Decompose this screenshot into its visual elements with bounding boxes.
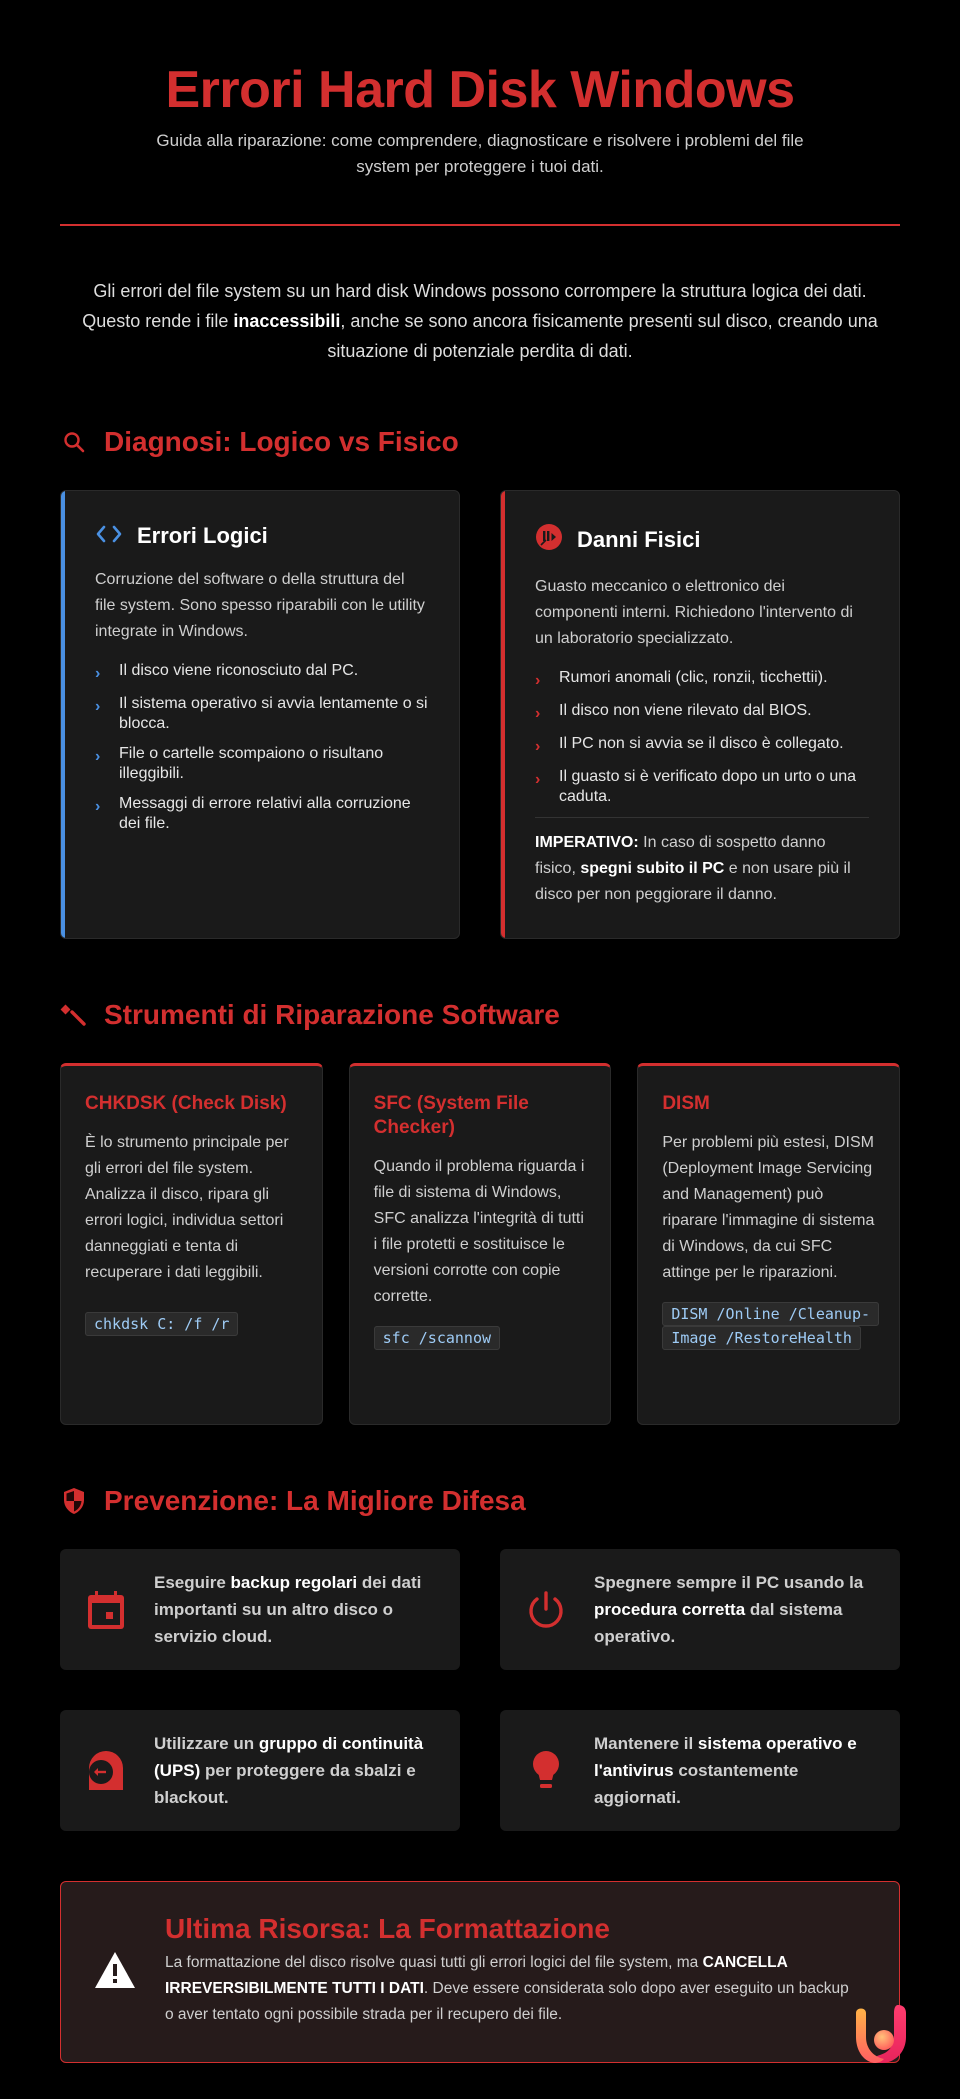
prevention-text: [594, 1730, 876, 1811]
text-span: dal sistema operativo.: [594, 1600, 843, 1646]
list-item-text: Il PC non si avvia se il disco è collegato.: [559, 735, 844, 752]
text-span: backup regolari: [230, 1573, 358, 1592]
text-span: costantemente aggiornati.: [594, 1761, 799, 1807]
imperative-text-before: In caso di sospetto danno fisico,: [535, 834, 826, 877]
tool-description: Per problemi più estesi, DISM (Deployment Image Servicing and Management) può riparare l'immagine di sistema di Windows, da cui SFC attinge per le riparazioni.: [662, 1134, 875, 1281]
hero-divider: [60, 224, 900, 226]
intro-bold: inaccessibili: [233, 311, 341, 331]
prevention-text: [154, 1730, 436, 1811]
list-item: [95, 661, 429, 684]
command-snippet[interactable]: chkdsk C: /f /r: [85, 1312, 238, 1336]
prevention-text: [594, 1569, 876, 1650]
intro-text-after: , anche se sono ancora fisicamente presenti sul disco, creando una situazione di potenziale perdita di dati.: [327, 311, 878, 361]
text-span: sistema operativo e l'antivirus: [594, 1734, 857, 1780]
list-item: [535, 767, 869, 807]
prevention-card-ups: [60, 1710, 460, 1831]
command-snippet[interactable]: DISM /Online /Cleanup-Image /RestoreHealth: [662, 1302, 879, 1350]
command-snippet[interactable]: sfc /scannow: [374, 1326, 500, 1350]
tool-card-sfc: [349, 1063, 612, 1425]
imperative-text-after: e non usare più il disco per non peggiorare il danno.: [535, 860, 851, 903]
list-item-text: Il sistema operativo si avvia lentamente o si blocca.: [119, 695, 428, 732]
hammer-icon: [60, 1001, 88, 1029]
chevron-right-icon: ›: [535, 771, 541, 788]
tools-title: [60, 999, 900, 1031]
brand-logo-icon: [844, 1997, 916, 2069]
logical-errors-title: Errori Logici: [137, 523, 268, 548]
intro-text-before: Gli errori del file system su un hard disk Windows possono corrompere la struttura logica dei dati. Questo rende i file: [82, 281, 867, 331]
text-span: gruppo di continuità (UPS): [154, 1734, 424, 1780]
text-span: Mantenere il: [594, 1734, 698, 1753]
code-icon: [95, 524, 123, 549]
diagnosis-grid: [60, 490, 900, 939]
list-item: [535, 668, 869, 691]
tools-grid: [60, 1063, 900, 1425]
broken-disk-icon: [535, 523, 563, 556]
formatting-warning-content: [165, 1912, 859, 2028]
list-item: [95, 794, 429, 834]
list-item-text: Messaggi di errore relativi alla corruzione dei file.: [119, 795, 411, 832]
logical-errors-card: [60, 490, 460, 939]
tool-title: CHKDSK (Check Disk): [85, 1093, 287, 1114]
diagnosis-title-text: Diagnosi: Logico vs Fisico: [104, 426, 459, 457]
list-item: [535, 734, 869, 757]
intro-paragraph: [80, 276, 880, 366]
tools-title-text: Strumenti di Riparazione Software: [104, 999, 560, 1030]
list-item-text: Il guasto si è verificato dopo un urto o una caduta.: [559, 768, 857, 805]
imperative-note: [535, 817, 869, 908]
chevron-right-icon: ›: [535, 672, 541, 689]
calendar-icon: [86, 1590, 126, 1630]
physical-damage-card: [500, 490, 900, 939]
prevention-section: [60, 1485, 900, 1831]
logical-errors-description: Corruzione del software o della struttura del file system. Sono spesso riparabili con le utility integrate in Windows.: [95, 571, 425, 640]
text-span: procedura corretta: [594, 1600, 746, 1619]
chevron-right-icon: ›: [535, 738, 541, 755]
text-span: Spegnere sempre il PC usando la: [594, 1573, 864, 1592]
chevron-right-icon: ›: [95, 748, 101, 765]
list-item-text: Il disco viene riconosciuto dal PC.: [119, 662, 359, 679]
hero: [60, 60, 900, 226]
tool-card-dism: [637, 1063, 900, 1425]
page-subtitle: Guida alla riparazione: come comprendere, diagnosticare e risolvere i problemi del file system per proteggere i tuoi dati.: [156, 131, 804, 176]
chevron-right-icon: ›: [95, 665, 101, 682]
prevention-card-updates: [500, 1710, 900, 1831]
tool-title: DISM: [662, 1093, 710, 1114]
formatting-warning-text: [165, 1950, 859, 2028]
list-item: [535, 701, 869, 724]
chevron-right-icon: ›: [95, 798, 101, 815]
shield-icon: [60, 1487, 88, 1515]
text-span: per proteggere da sbalzi e blackout.: [154, 1761, 416, 1807]
prevention-card-backup: [60, 1549, 460, 1670]
logical-errors-header: [95, 523, 429, 549]
text-span: Utilizzare un: [154, 1734, 259, 1753]
list-item-text: File o cartelle scompaiono o risultano illeggibili.: [119, 745, 384, 782]
imperative-bold: spegni subito il PC: [580, 860, 725, 877]
physical-damage-list: [535, 668, 869, 807]
page: [60, 0, 900, 2063]
text-span: . Deve essere considerata solo dopo aver eseguito un backup o aver tentato ogni possibile strada per il recupero dei file.: [165, 1980, 849, 2023]
diagnosis-title: [60, 426, 900, 458]
text-span: CANCELLA IRREVERSIBILMENTE TUTTI I DATI: [165, 1954, 788, 1997]
logical-errors-list: [95, 661, 429, 834]
tool-description: Quando il problema riguarda i file di sistema di Windows, SFC analizza l'integrità di tutti i file protetti e sostituisce le versioni corrotte con copie corrette.: [373, 1158, 585, 1305]
list-item-text: Il disco non viene rilevato dal BIOS.: [559, 702, 812, 719]
tool-card-chkdsk: [60, 1063, 323, 1425]
diagnosis-section: [60, 426, 900, 939]
text-span: La formattazione del disco risolve quasi tutti gli errori logici del file system, ma: [165, 1954, 703, 1971]
formatting-warning-box: [60, 1881, 900, 2063]
prevention-card-shutdown: [500, 1549, 900, 1670]
tool-title: SFC (System File Checker): [373, 1093, 529, 1138]
text-span: dei dati importanti su un altro disco o servizio cloud.: [154, 1573, 422, 1646]
page-title: Errori Hard Disk Windows: [165, 61, 795, 119]
physical-damage-header: [535, 523, 869, 556]
text-span: Eseguire: [154, 1573, 231, 1592]
prevention-title-text: Prevenzione: La Migliore Difesa: [104, 1485, 526, 1516]
chevron-right-icon: ›: [535, 705, 541, 722]
prevention-grid: [60, 1549, 900, 1831]
list-item: [95, 694, 429, 734]
prevention-text: [154, 1569, 436, 1650]
chevron-right-icon: ›: [95, 698, 101, 715]
formatting-warning-title: Ultima Risorsa: La Formattazione: [165, 1913, 610, 1944]
lightbulb-icon: [526, 1751, 566, 1791]
ups-battery-icon: [86, 1751, 126, 1791]
physical-damage-description: Guasto meccanico o elettronico dei componenti interni. Richiedono l'intervento di un laboratorio specializzato.: [535, 578, 853, 647]
tool-description: È lo strumento principale per gli errori del file system. Analizza il disco, ripara gli errori logici, individua settori danneggiati e tenta di recuperare i dati leggibili.: [85, 1134, 289, 1281]
search-icon: [60, 428, 88, 456]
imperative-label: IMPERATIVO:: [535, 834, 639, 851]
tools-section: [60, 999, 900, 1425]
physical-damage-title: Danni Fisici: [577, 526, 701, 552]
list-item: [95, 744, 429, 784]
power-icon: [526, 1590, 566, 1630]
prevention-title: [60, 1485, 900, 1517]
list-item-text: Rumori anomali (clic, ronzii, ticchettii).: [559, 669, 828, 686]
warning-icon: [93, 1950, 137, 1990]
